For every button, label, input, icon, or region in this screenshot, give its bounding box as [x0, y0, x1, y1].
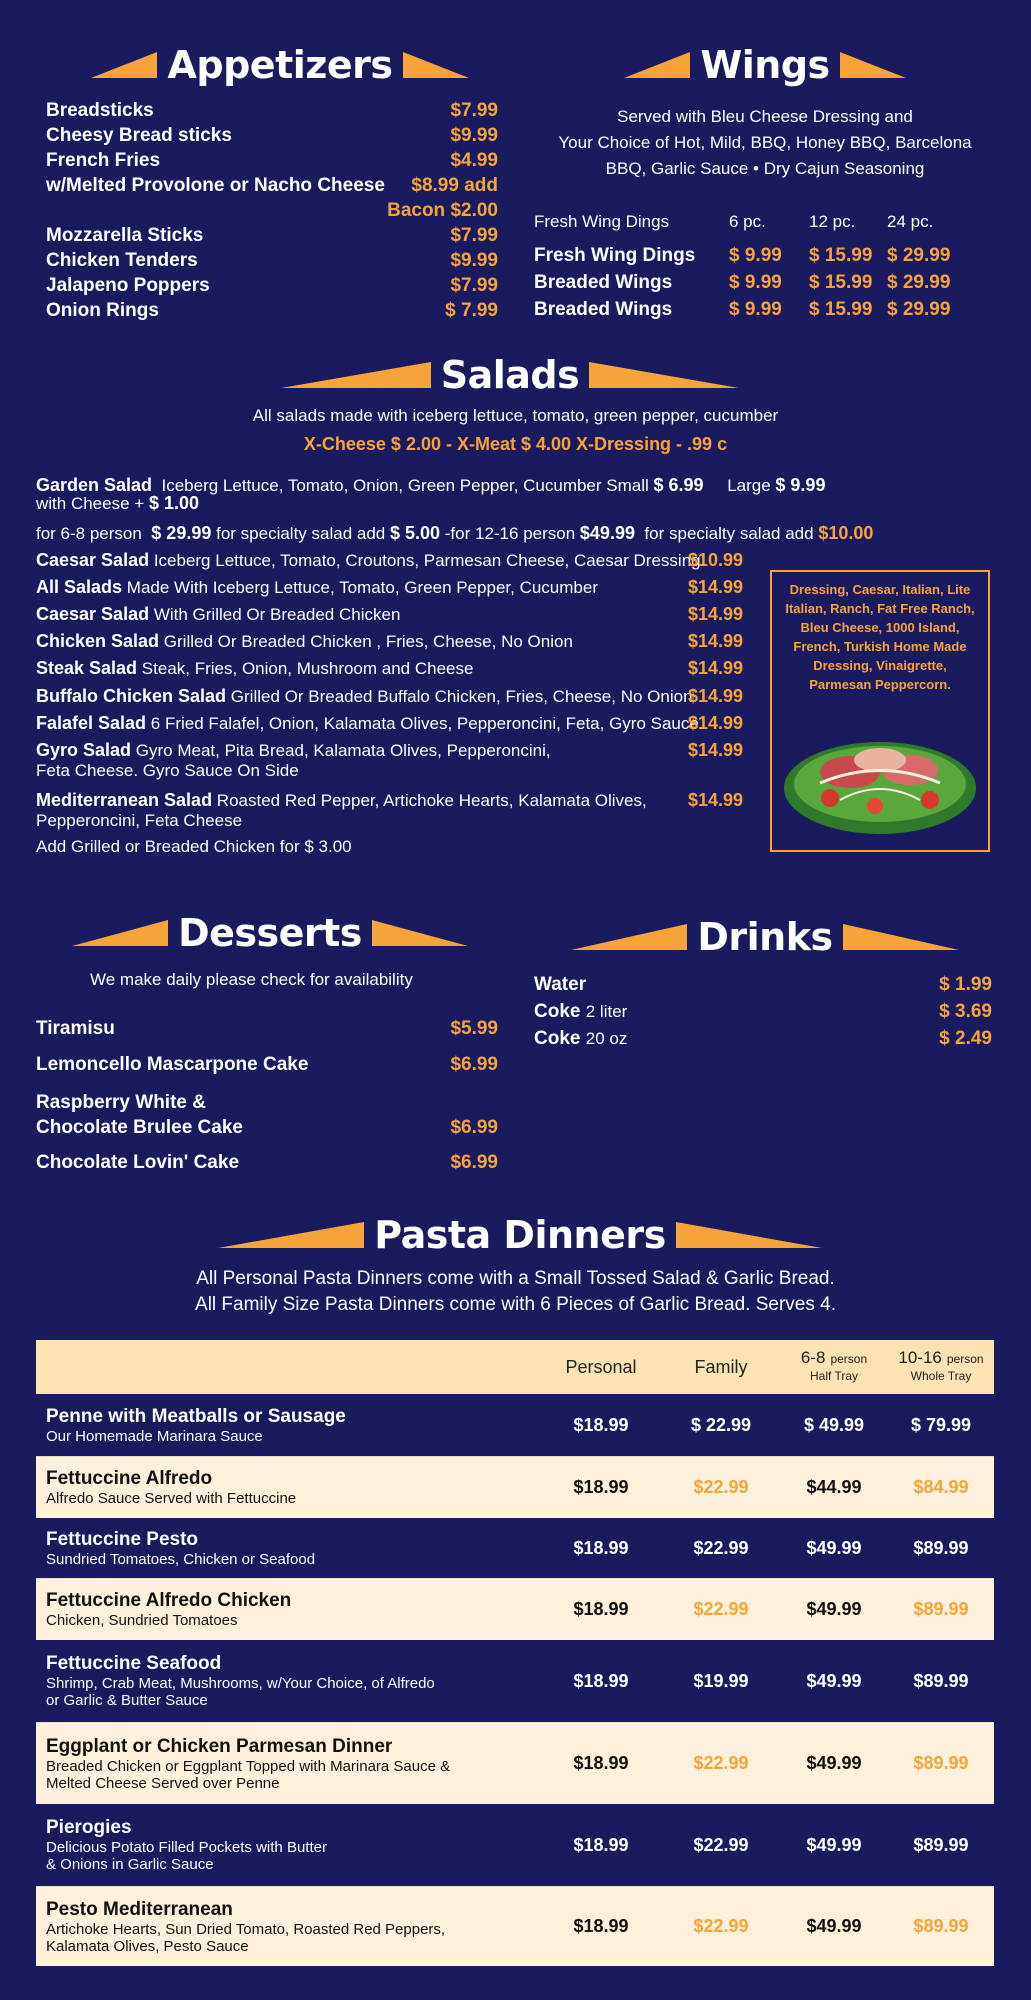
- drink-price: $ 3.69: [939, 1001, 992, 1022]
- table-row: [36, 1518, 994, 1578]
- pasta-desc: Our Homemade Marinara Sauce: [46, 1427, 263, 1445]
- price-whole-tray: $84.99: [913, 1477, 969, 1497]
- pasta-name: Fettuccine Alfredo Chicken: [46, 1590, 292, 1611]
- left-triangle-icon: [218, 1222, 364, 1248]
- price-personal: $18.99: [573, 1477, 629, 1497]
- price-whole-tray: $89.99: [913, 1537, 969, 1558]
- list-item: [36, 605, 400, 624]
- salad-price: $ 6.99: [653, 475, 704, 495]
- wings-desc-line: Your Choice of Hot, Mild, BBQ, Honey BBQ, Barcelona: [558, 133, 972, 152]
- salad-price: $14.99: [688, 740, 744, 760]
- salad-spec-label: for specialty salad add: [644, 524, 814, 543]
- wings-header: [620, 40, 910, 90]
- price-family: $22.99: [693, 1537, 749, 1558]
- table-row: [36, 1804, 994, 1886]
- col-whole-unit: person: [946, 1352, 984, 1366]
- salad-name: All Salads: [36, 577, 123, 597]
- table-row: [36, 1578, 994, 1640]
- pasta-desc-line2: & Onions in Garlic Sauce: [46, 1856, 214, 1873]
- price-half-tray: $49.99: [806, 1537, 862, 1558]
- drink-name: Coke: [534, 1028, 581, 1049]
- price-whole-tray: $89.99: [913, 1670, 969, 1691]
- salad-desc: Iceberg Lettuce, Tomato, Croutons, Parmesan Cheese, Caesar Dressing: [153, 551, 701, 570]
- col-half-unit: person: [830, 1352, 868, 1366]
- left-triangle-icon: [624, 52, 690, 78]
- wing-price: $ 29.99: [887, 298, 951, 320]
- pasta-desc: Delicious Potato Filled Pockets with Butter: [46, 1839, 327, 1856]
- pasta-name: Pierogies: [46, 1817, 132, 1838]
- price-whole-tray: $89.99: [913, 1753, 969, 1773]
- list-item: [36, 1090, 498, 1140]
- salad-desc: Iceberg Lettuce, Tomato, Onion, Green Pepper, Cucumber Small: [161, 476, 649, 495]
- wings-desc-line: Served with Bleu Cheese Dressing and: [617, 107, 913, 126]
- salad-price: $14.99: [688, 713, 744, 733]
- salad-name: Caesar Salad: [36, 604, 150, 624]
- price-half-tray: $ 49.99: [803, 1414, 865, 1435]
- wing-price: $ 15.99: [809, 244, 873, 266]
- drink-name: Coke: [534, 1001, 581, 1022]
- list-item: [534, 999, 992, 1026]
- wings-title: Wings: [700, 43, 830, 87]
- drink-price: $ 1.99: [939, 974, 992, 995]
- pasta-desc-line2: Kalamata Olives, Pesto Sauce: [46, 1937, 249, 1955]
- list-item: [46, 248, 498, 273]
- left-triangle-icon: [72, 920, 168, 946]
- col-half-main: 6-8: [800, 1348, 826, 1367]
- price-personal: $18.99: [573, 1599, 629, 1619]
- wings-table: [534, 202, 974, 323]
- item-price: $8.99 add: [411, 175, 498, 196]
- desserts-header: [80, 908, 460, 958]
- price-personal: $18.99: [573, 1414, 629, 1435]
- salad-name: Gyro Salad: [36, 740, 132, 760]
- wings-row: [534, 242, 974, 269]
- wings-col-6: 6 pc.: [729, 212, 766, 231]
- salad-desc: With Grilled Or Breaded Chicken: [153, 605, 401, 624]
- wings-col-12: 12 pc.: [809, 212, 856, 231]
- price-personal: $18.99: [573, 1753, 629, 1773]
- list-item: [36, 578, 598, 597]
- desserts-list: [36, 1010, 498, 1180]
- salad-price: $14.99: [688, 604, 744, 624]
- list-item: [36, 687, 693, 706]
- pasta-table: [36, 1340, 994, 1966]
- salad-price: $10.00: [818, 523, 874, 543]
- drink-size: 20 oz: [585, 1029, 628, 1048]
- price-family: $ 22.99: [690, 1414, 752, 1435]
- pasta-name: Fettuccine Alfredo: [46, 1468, 213, 1489]
- list-item: [46, 198, 498, 223]
- item-name: Mozzarella Sticks: [46, 225, 204, 246]
- item-name: Onion Rings: [46, 300, 159, 321]
- list-item: [46, 148, 498, 173]
- price-half-tray: $49.99: [806, 1916, 862, 1936]
- col-half-sub: Half Tray: [809, 1369, 858, 1383]
- price-personal: $18.99: [573, 1670, 629, 1691]
- wing-price: $ 9.99: [729, 271, 782, 293]
- pasta-desc-line2: Melted Cheese Served over Penne: [46, 1774, 280, 1792]
- garden-party-line: [36, 524, 873, 543]
- list-item: [36, 659, 473, 678]
- salad-large-label: Large: [727, 476, 771, 495]
- col-family: Family: [694, 1356, 748, 1377]
- dessert-name: Tiramisu: [36, 1017, 115, 1039]
- item-name: Jalapeno Poppers: [46, 275, 210, 296]
- dessert-price: $6.99: [450, 1053, 498, 1075]
- salad-cheese-label: with Cheese +: [36, 494, 145, 513]
- desserts-title: Desserts: [178, 911, 362, 955]
- wing-name: Breaded Wings: [534, 298, 673, 320]
- salad-name: Mediterranean Salad: [36, 790, 213, 810]
- col-whole-main: 10-16: [898, 1348, 942, 1367]
- list-item: [46, 223, 498, 248]
- salad-image: [780, 728, 980, 838]
- salad-price: $ 9.99: [775, 475, 826, 495]
- salad-price: $14.99: [688, 631, 744, 651]
- wings-col-name: Fresh Wing Dings: [534, 212, 670, 231]
- right-triangle-icon: [843, 924, 959, 950]
- pasta-name: Penne with Meatballs or Sausage: [46, 1405, 346, 1427]
- item-name: Cheesy Bread sticks: [46, 125, 232, 146]
- salad-party-label: for 6-8 person: [36, 524, 142, 543]
- pasta-desc: Sundried Tomatoes, Chicken or Seafood: [46, 1550, 316, 1568]
- right-triangle-icon: [372, 920, 468, 946]
- col-whole-sub: Whole Tray: [910, 1369, 972, 1383]
- salad-price: $49.99: [579, 523, 635, 543]
- salads-header: [280, 350, 740, 400]
- price-personal: $18.99: [573, 1537, 629, 1558]
- right-triangle-icon: [403, 52, 469, 78]
- right-triangle-icon: [840, 52, 906, 78]
- wing-price: $ 9.99: [729, 298, 782, 320]
- list-item: [36, 741, 551, 760]
- list-item: [36, 714, 699, 733]
- pasta-title: Pasta Dinners: [374, 1213, 666, 1257]
- salads-title: Salads: [440, 353, 580, 397]
- table-row: [36, 1456, 994, 1518]
- salad-spec-label: for specialty salad add: [216, 524, 386, 543]
- col-personal: Personal: [565, 1356, 637, 1377]
- wing-name: Fresh Wing Dings: [534, 244, 696, 266]
- price-whole-tray: $89.99: [913, 1916, 969, 1936]
- dessert-price: $6.99: [450, 1117, 498, 1138]
- drink-name: Water: [534, 974, 587, 995]
- pasta-desc: Shrimp, Crab Meat, Mushrooms, w/Your Choice, of Alfredo: [46, 1675, 435, 1692]
- pasta-desc: Artichoke Hearts, Sun Dried Tomato, Roasted Red Peppers,: [46, 1920, 446, 1938]
- pasta-name: Fettuccine Seafood: [46, 1653, 222, 1674]
- list-item: [36, 1010, 498, 1046]
- pasta-header: [240, 1210, 800, 1260]
- left-triangle-icon: [281, 362, 431, 388]
- pasta-desc: Alfredo Sauce Served with Fettuccine: [46, 1490, 297, 1507]
- salad-price: $14.99: [688, 577, 744, 597]
- item-price: $4.99: [450, 150, 498, 171]
- list-item: [46, 123, 498, 148]
- salad-name: Chicken Salad: [36, 631, 160, 651]
- wing-price: $ 29.99: [887, 271, 951, 293]
- salad-price: $14.99: [688, 790, 744, 810]
- item-price: $7.99: [450, 100, 498, 121]
- pasta-desc: Breaded Chicken or Eggplant Topped with Marinara Sauce &: [46, 1757, 451, 1775]
- salad-price: $ 1.00: [148, 493, 199, 513]
- wing-name: Breaded Wings: [534, 271, 673, 293]
- list-item: [46, 273, 498, 298]
- dessert-price: $6.99: [450, 1151, 498, 1173]
- salad-price: $14.99: [688, 686, 744, 706]
- item-price: $ 7.99: [445, 300, 498, 321]
- salad-name: Falafel Salad: [36, 713, 147, 733]
- table-row: [36, 1640, 994, 1722]
- table-row: [36, 1394, 994, 1456]
- item-name: Breadsticks: [46, 100, 154, 121]
- price-personal: $18.99: [573, 1916, 629, 1936]
- price-half-tray: $49.99: [806, 1753, 862, 1773]
- item-name: French Fries: [46, 150, 161, 171]
- table-row: [36, 1722, 994, 1804]
- wing-price: $ 29.99: [887, 244, 951, 266]
- salad-price: $ 5.00: [389, 523, 441, 543]
- price-family: $22.99: [693, 1834, 749, 1855]
- price-family: $22.99: [693, 1477, 749, 1497]
- salad-name: Steak Salad: [36, 658, 138, 678]
- list-item: [36, 551, 701, 570]
- col-half-tray: [780, 1349, 888, 1385]
- pasta-name: Pesto Mediterranean: [46, 1898, 233, 1920]
- salad-name: Garden Salad: [36, 475, 153, 495]
- list-item: [36, 791, 647, 810]
- salad-desc: Made With Iceberg Lettuce, Tomato, Green Pepper, Cucumber: [126, 578, 598, 597]
- dessert-name-line2: Chocolate Brulee Cake: [36, 1117, 243, 1138]
- wings-description: [530, 104, 1000, 182]
- pasta-name: Fettuccine Pesto: [46, 1528, 199, 1550]
- left-triangle-icon: [91, 52, 157, 78]
- price-whole-tray: $ 79.99: [910, 1414, 972, 1435]
- price-family: $22.99: [693, 1916, 749, 1936]
- salad-desc-line2: Feta Cheese. Gyro Sauce On Side: [36, 761, 299, 780]
- drinks-title: Drinks: [697, 915, 833, 959]
- pasta-desc-line2: or Garlic & Butter Sauce: [46, 1692, 208, 1709]
- salad-desc: Grilled Or Breaded Buffalo Chicken, Fries, Cheese, No Onion: [230, 687, 693, 706]
- salad-desc: Roasted Red Pepper, Artichoke Hearts, Kalamata Olives,: [216, 791, 647, 810]
- list-item: [36, 1144, 498, 1180]
- list-item: [534, 1026, 992, 1053]
- dessert-price: $5.99: [450, 1017, 498, 1039]
- pasta-intro-line: All Family Size Pasta Dinners come with 6 Pieces of Garlic Bread. Serves 4.: [195, 1294, 836, 1315]
- price-family: $22.99: [693, 1753, 749, 1773]
- pasta-name: Eggplant or Chicken Parmesan Dinner: [46, 1735, 393, 1757]
- item-price: $9.99: [450, 125, 498, 146]
- pasta-table-header: [36, 1340, 994, 1394]
- desserts-intro: We make daily please check for availability: [90, 970, 413, 989]
- table-row: [36, 1886, 994, 1966]
- price-whole-tray: $89.99: [913, 1599, 969, 1619]
- wings-col-24: 24 pc.: [887, 212, 934, 231]
- right-triangle-icon: [676, 1222, 822, 1248]
- item-name: w/Melted Provolone or Nacho Cheese: [46, 175, 385, 196]
- salads-extras: X-Cheese $ 2.00 - X-Meat $ 4.00 X-Dressing - .99 c: [303, 434, 728, 454]
- salad-addon: Add Grilled or Breaded Chicken for $ 3.00: [36, 837, 352, 856]
- wings-row: [534, 296, 974, 323]
- price-personal: $18.99: [573, 1834, 629, 1855]
- wings-table-header: [534, 202, 974, 242]
- appetizers-list: [46, 98, 498, 323]
- salad-party-label: -for 12-16 person: [444, 524, 576, 543]
- item-price: $7.99: [450, 225, 498, 246]
- drinks-header: [570, 912, 960, 962]
- salad-desc-line2: Pepperoncini, Feta Cheese: [36, 811, 243, 830]
- item-price: $9.99: [450, 250, 498, 271]
- wing-price: $ 15.99: [809, 298, 873, 320]
- wings-desc-line: BBQ, Garlic Sauce • Dry Cajun Seasoning: [605, 159, 925, 178]
- list-item: [36, 632, 573, 651]
- right-triangle-icon: [589, 362, 739, 388]
- salad-price: $14.99: [688, 658, 744, 678]
- salad-desc: Gyro Meat, Pita Bread, Kalamata Olives, Pepperoncini,: [135, 741, 551, 760]
- price-family: $22.99: [693, 1599, 749, 1619]
- appetizers-header: [50, 40, 510, 90]
- salad-price: $10.99: [688, 550, 744, 570]
- wings-row: [534, 269, 974, 296]
- list-item: [46, 98, 498, 123]
- price-half-tray: $49.99: [806, 1670, 862, 1691]
- drinks-list: [534, 972, 992, 1053]
- price-family: $19.99: [693, 1670, 749, 1691]
- left-triangle-icon: [571, 924, 687, 950]
- drink-price: $ 2.49: [939, 1028, 992, 1049]
- item-name: Chicken Tenders: [46, 250, 198, 271]
- price-half-tray: $44.99: [806, 1477, 862, 1497]
- salad-name: Buffalo Chicken Salad: [36, 686, 227, 706]
- salad-desc: Grilled Or Breaded Chicken , Fries, Cheese, No Onion: [163, 632, 573, 651]
- list-item: [36, 1046, 498, 1082]
- dressing-list: Dressing, Caesar, Italian, Lite Italian, Ranch, Fat Free Ranch, Bleu Cheese, 1000 Island, French, Turkish Home Made Dressing, Vinaigrette, Parmesan Peppercorn.: [785, 582, 975, 692]
- drink-size: 2 liter: [585, 1002, 628, 1021]
- list-item: [46, 173, 498, 198]
- item-price: Bacon $2.00: [387, 200, 498, 221]
- dessert-name: Lemoncello Mascarpone Cake: [36, 1053, 309, 1075]
- dessert-name: Raspberry White &: [36, 1092, 206, 1113]
- wing-price: $ 9.99: [729, 244, 782, 266]
- salad-desc: 6 Fried Falafel, Onion, Kalamata Olives, Pepperoncini, Feta, Gyro Sauce: [150, 714, 699, 733]
- item-price: $7.99: [450, 275, 498, 296]
- price-half-tray: $49.99: [806, 1599, 862, 1619]
- salad-price: $ 29.99: [151, 523, 212, 543]
- price-whole-tray: $89.99: [913, 1834, 969, 1855]
- appetizers-title: Appetizers: [167, 43, 393, 87]
- salad-desc: Steak, Fries, Onion, Mushroom and Cheese: [141, 659, 474, 678]
- pasta-intro-line: All Personal Pasta Dinners come with a Small Tossed Salad & Garlic Bread.: [196, 1268, 835, 1289]
- salads-intro: All salads made with iceberg lettuce, tomato, green pepper, cucumber: [252, 406, 779, 425]
- col-whole-tray: [888, 1349, 994, 1385]
- list-item: [46, 298, 498, 323]
- dessert-name: Chocolate Lovin' Cake: [36, 1151, 240, 1173]
- garden-cheese-line: [36, 494, 199, 513]
- dressing-box: [770, 570, 990, 852]
- pasta-desc: Chicken, Sundried Tomatoes: [46, 1612, 238, 1629]
- price-half-tray: $49.99: [806, 1834, 862, 1855]
- list-item: [534, 972, 992, 999]
- salad-name: Caesar Salad: [36, 550, 150, 570]
- wing-price: $ 15.99: [809, 271, 873, 293]
- pasta-intro: [0, 1266, 1031, 1318]
